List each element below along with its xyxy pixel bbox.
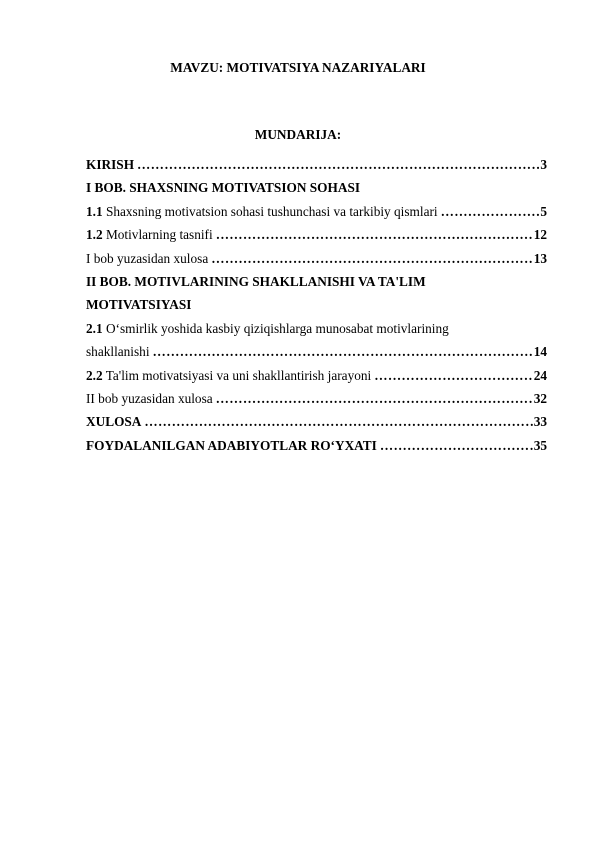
toc-entry-label: Ta'lim motivatsiyasi va uni shakllantirish jarayoni — [102, 367, 372, 383]
toc-entry-page: 24 — [533, 367, 547, 383]
toc-chapter-2-heading[interactable]: II BOB. MOTIVLARINING SHAKLLANISHI VA TA'LIM — [86, 274, 426, 290]
toc-entry-chapter-1-conclusion[interactable] — [86, 247, 547, 270]
toc-heading: MUNDARIJA: — [254, 127, 342, 142]
toc-entry-page: 35 — [533, 437, 547, 453]
toc-entry-number: 2.1 — [86, 320, 103, 336]
document-title: MAVZU: MOTIVATSIYA NAZARIYALARI — [170, 60, 426, 75]
toc-entry-page: 33 — [533, 414, 547, 430]
toc-leader-dots — [441, 200, 540, 223]
toc-entry-label: Motivlarning tasnifi — [102, 227, 213, 243]
toc-chapter-2-heading-cont[interactable]: MOTIVATSIYASI — [86, 297, 192, 313]
toc-entry-2-2[interactable] — [86, 364, 547, 387]
toc-entry-2-1-cont[interactable] — [86, 340, 547, 363]
toc-leader-dots — [216, 223, 533, 246]
toc-leader-dots — [380, 434, 533, 457]
toc-entry-page: 14 — [533, 344, 547, 360]
toc-leader-dots — [374, 364, 532, 387]
toc-entry-page: 13 — [533, 250, 547, 266]
toc-entry-label: II bob yuzasidan xulosa — [86, 391, 213, 407]
toc-entry-label: XULOSA — [86, 414, 142, 430]
toc-entry-label: I bob yuzasidan xulosa — [86, 250, 209, 266]
toc-entry-page: 32 — [533, 391, 547, 407]
toc-entry-1-1[interactable] — [86, 200, 547, 223]
toc-entry-label: KIRISH — [86, 157, 135, 172]
toc-leader-dots — [153, 340, 533, 363]
toc-leader-dots — [144, 410, 532, 433]
toc-entry-number: 1.2 — [86, 227, 103, 243]
toc-entry-label: Shaxsning motivatsion sohasi tushunchasi va tarkibiy qismlari — [102, 203, 438, 219]
toc-entry-kirish[interactable] — [86, 153, 547, 176]
toc-entry-label: shakllanishi — [86, 344, 150, 360]
toc-entry-references[interactable] — [86, 434, 547, 457]
toc-entry-xulosa[interactable] — [86, 410, 547, 433]
toc-entry-1-2[interactable] — [86, 223, 547, 246]
toc-entry-page: 5 — [540, 203, 547, 219]
toc-entry-page: 3 — [540, 157, 547, 172]
toc-leader-dots — [211, 247, 532, 270]
toc-leader-dots — [137, 153, 539, 176]
toc-chapter-1-heading[interactable]: I BOB. SHAXSNING MOTIVATSION SOHASI — [86, 180, 361, 196]
toc-entry-number: 1.1 — [86, 203, 103, 219]
toc-entry-label: FOYDALANILGAN ADABIYOTLAR RO‘YXATI — [86, 437, 377, 453]
toc-entry-2-1[interactable] — [86, 317, 547, 340]
toc-entry-number: 2.2 — [86, 367, 103, 383]
toc-entry-page: 12 — [533, 227, 547, 243]
toc-leader-dots — [216, 387, 533, 410]
toc-entry-label: O‘smirlik yoshida kasbiy qiziqishlarga munosabat motivlarining — [102, 320, 449, 336]
table-of-contents — [86, 153, 547, 457]
toc-entry-chapter-2-conclusion[interactable] — [86, 387, 547, 410]
